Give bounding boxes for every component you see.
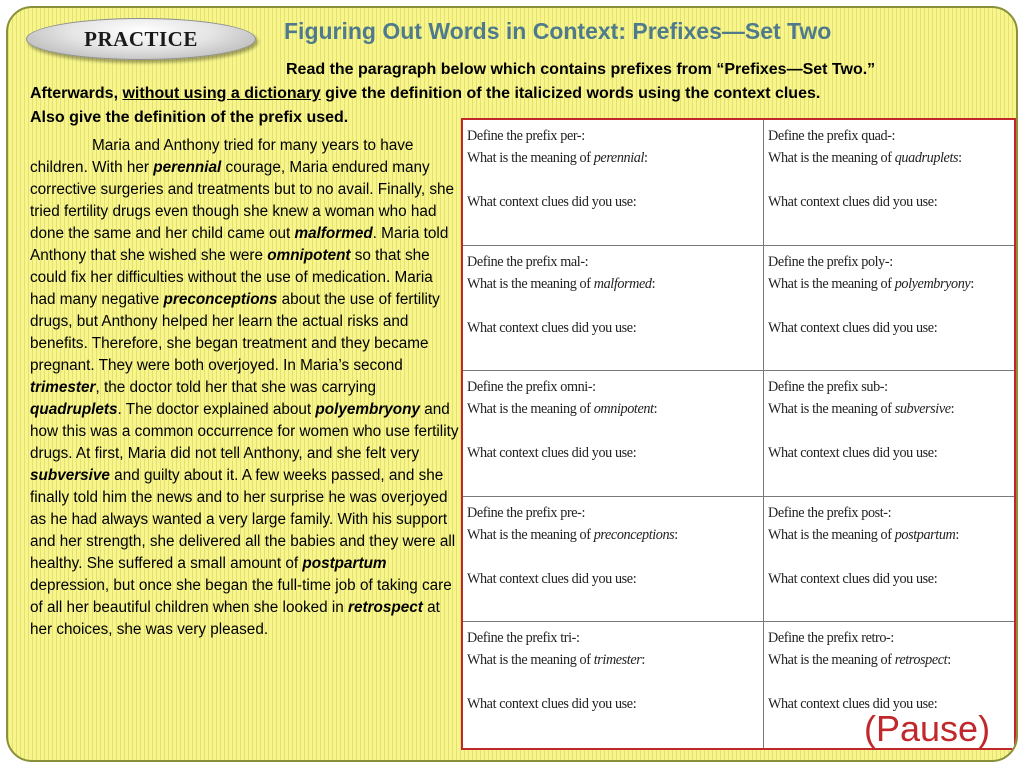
instructions-line-1: Read the paragraph below which contains prefixes from “Prefixes—Set Two.” [286,61,876,78]
prompt-colon: : [955,526,959,543]
meaning-prompt: What is the meaning of [768,401,895,418]
worksheet-cell[interactable] [463,497,764,623]
context-clue-prompt: What context clues did you use: [768,445,938,462]
story-text: , the doctor told her that she was carrying [95,379,377,396]
instructions-line-2-end: give the definition of the italicized words using the context clues. [320,85,821,102]
italic-word: quadruplets [30,401,118,418]
story-paragraph [30,135,462,641]
define-prefix-prompt: Define the prefix mal-: [467,253,589,270]
define-prefix-prompt: Define the prefix post-: [768,504,892,521]
worksheet-cell[interactable] [463,371,764,497]
context-clue-prompt: What context clues did you use: [467,319,637,336]
italic-word: perennial [153,159,222,176]
story-text: Maria and Anthony tried for many years to have children. With her [30,137,414,176]
context-clue-prompt: What context clues did you use: [768,696,938,713]
prompt-colon: : [674,526,678,543]
story-text: so that she could fix her difficulties without the use of medication. Maria had many negative [30,247,433,308]
italic-word: malformed [294,225,373,242]
practice-badge-label: PRACTICE [84,26,198,51]
italic-word: retrospect [348,599,423,616]
meaning-prompt: What is the meaning of [467,275,594,292]
define-prefix-prompt: Define the prefix pre-: [467,504,586,521]
context-clue-prompt: What context clues did you use: [768,194,938,210]
context-clue-prompt: What context clues did you use: [768,319,938,336]
pause-label: (Pause) [864,708,991,749]
story-text: at her choices, she was very pleased. [30,599,440,638]
target-word: postpartum [894,526,956,543]
slide-frame [6,6,1018,762]
define-prefix-prompt: Define the prefix retro-: [768,630,894,647]
worksheet-cell[interactable] [764,120,1014,246]
prompt-colon: : [950,401,955,418]
define-prefix-prompt: Define the prefix omni-: [467,379,596,396]
target-word: quadruplets [894,150,959,166]
instructions-line-3: Also give the definition of the prefix used. [30,109,349,126]
define-prefix-prompt: Define the prefix per-: [467,128,585,144]
instructions-line-2 [30,82,1018,106]
italic-word: subversive [30,467,110,484]
story-text: and guilty about it. A few weeks passed, and she finally told him the news and to her surprise he was overjoyed as he had always wanted a very large family. With his support and her strength, she delivered all the babies and they were all healthy. She suffered a small amount of [30,467,456,572]
worksheet-grid [463,120,1014,748]
prompt-colon: : [653,401,658,418]
target-word: malformed [593,275,652,292]
target-word: retrospect [894,652,948,669]
meaning-prompt: What is the meaning of [467,652,594,669]
practice-badge [26,18,256,60]
target-word: polyembryony [894,275,971,292]
prompt-colon: : [958,150,962,166]
slide-title: Figuring Out Words in Context: Prefixes—Set Two [284,18,832,44]
story-text: . Maria told Anthony that she wished she were [30,225,449,264]
context-clue-prompt: What context clues did you use: [467,570,637,587]
worksheet-cell[interactable] [764,371,1014,497]
define-prefix-prompt: Define the prefix quad-: [768,128,896,144]
story-text: depression, but once she began the full-time job of taking care of all her beautiful children when she looked in [30,577,452,616]
meaning-prompt: What is the meaning of [467,526,594,543]
story-text: . The doctor explained about [117,401,316,418]
meaning-prompt: What is the meaning of [768,526,895,543]
italic-word: preconceptions [163,291,278,308]
story-text: about the use of fertility drugs, but Anthony helped her learn the actual risks and benefits. Therefore, she began treatment and they became pregnant. They were both overjoyed. In Maria’s second [30,291,440,374]
define-prefix-prompt: Define the prefix poly-: [768,253,893,270]
worksheet-cell[interactable] [463,120,764,246]
meaning-prompt: What is the meaning of [467,150,594,166]
worksheet-cell[interactable] [764,246,1014,372]
define-prefix-prompt: Define the prefix sub-: [768,379,888,396]
story-text: courage, Maria endured many corrective surgeries and treatments but to no avail. Finally, she tried fertility drugs even though she knew a woman who had done the same and her child came out [30,159,454,242]
italic-word: postpartum [302,555,387,572]
context-clue-prompt: What context clues did you use: [467,194,637,210]
italic-word: trimester [30,379,96,396]
meaning-prompt: What is the meaning of [768,150,895,166]
meaning-prompt: What is the meaning of [467,401,594,418]
define-prefix-prompt: Define the prefix tri-: [467,630,580,647]
story-text: and how this was a common occurrence for women who use fertility drugs. At first, Maria did not tell Anthony, and she felt very [30,401,459,462]
target-word: perennial [593,150,644,166]
context-clue-prompt: What context clues did you use: [467,445,637,462]
meaning-prompt: What is the meaning of [768,652,895,669]
target-word: subversive [894,401,951,418]
target-word: preconceptions [593,526,675,543]
meaning-prompt: What is the meaning of [768,275,895,292]
context-clue-prompt: What context clues did you use: [467,696,637,713]
worksheet-cell[interactable] [764,497,1014,623]
target-word: trimester [593,652,642,669]
prompt-colon: : [641,652,645,669]
prompt-colon: : [651,275,656,292]
instructions-emphasis: without using a dictionary [122,85,321,102]
italic-word: omnipotent [267,247,351,264]
worksheet-table [461,118,1016,750]
prompt-colon: : [643,150,648,166]
target-word: omnipotent [593,401,654,418]
italic-word: polyembryony [315,401,420,418]
prompt-colon: : [947,652,951,669]
worksheet-cell[interactable] [463,246,764,372]
instructions-line-2-start: Afterwards, [30,85,123,102]
worksheet-cell[interactable] [463,622,764,748]
context-clue-prompt: What context clues did you use: [768,570,938,587]
prompt-colon: : [970,275,974,292]
